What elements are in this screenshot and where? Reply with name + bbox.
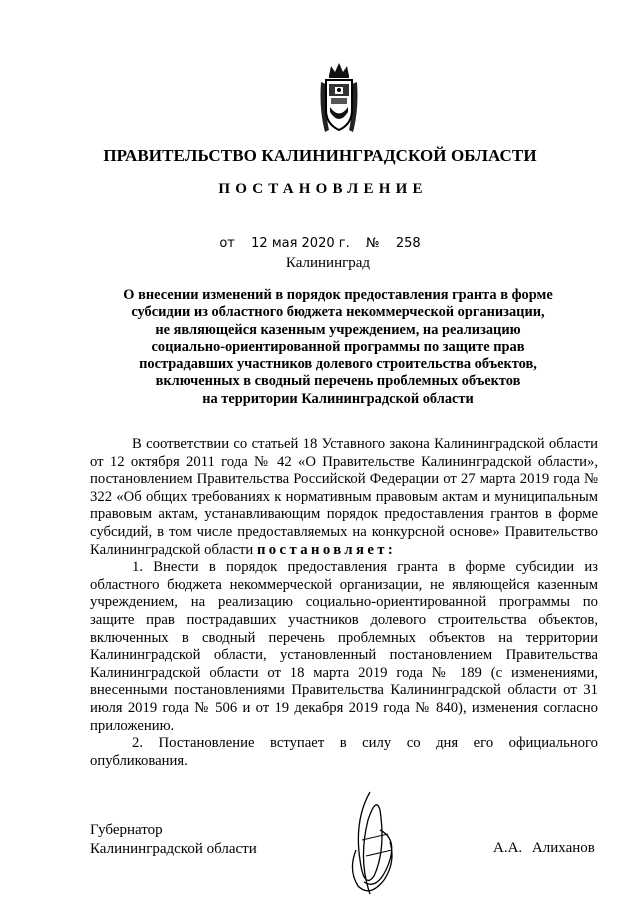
- subject-line: социально-ориентированной программы по защите прав: [151, 338, 525, 355]
- subject-line: включенных в сводный перечень проблемных объектов: [155, 373, 521, 390]
- date-prefix: от: [219, 236, 235, 251]
- signer-name: А.А. Алиханов: [493, 840, 595, 856]
- signer-position: [90, 821, 257, 859]
- city: Калининград: [285, 255, 371, 271]
- signer-position-line1: Губернатор: [90, 822, 163, 838]
- item-1-paragraph: 1. Внести в порядок предоставления гранта в форме субсидии из областного бюджета некоммерческой организации, не являющейся казенным учреждением, на реализацию социально-ориентированной программы по защите прав пострадавших участников долевого строительства объектов, включенных в сводный перечень проблемных объектов на территории Калининградской области, установленный постановлением Правительства Калининградской области от 18 марта 2019 года № 189 (с изменениями, внесенными постановлениями Правительства Калининградской области от 31 июля 2019 года № 506 и от 19 декабря 2019 года № 840), изменения согласно приложению.: [90, 559, 598, 734]
- document-body: [90, 436, 598, 770]
- coat-of-arms-icon: [317, 60, 361, 136]
- subject-line: не являющейся казенным учреждением, на реализацию: [155, 321, 521, 338]
- subject-line: пострадавших участников долевого строительства объектов,: [139, 356, 537, 373]
- subject-line: О внесении изменений в порядок предоставления гранта в форме: [123, 287, 553, 303]
- handwritten-signature: [340, 790, 406, 900]
- document-number: 258: [395, 236, 421, 251]
- date-line: [0, 236, 640, 251]
- government-title: ПРАВИТЕЛЬСТВО КАЛИНИНГРАДСКОЙ ОБЛАСТИ: [103, 146, 537, 165]
- subject-line: на территории Калининградской области: [202, 390, 474, 407]
- document-type: ПОСТАНОВЛЕНИЕ: [218, 181, 428, 197]
- item-2-paragraph: 2. Постановление вступает в силу со дня его официального опубликования.: [90, 735, 598, 769]
- document-date: 12 мая 2020 г.: [251, 236, 350, 251]
- preamble-text: В соответствии со статьей 18 Уставного закона Калининградской области от 12 октября 2011 года № 42 «О Правительстве Калининградской области», постановлением Правительства Российской Федерации от 27 марта 2019 года № 322 «Об общих требованиях к нормативным правовым актам и муниципальным правовым актам, устанавливающим порядок предоставления грантов в форме субсидий, в том числе предоставляемых на конкурсной основе» Правительство Калининградской области: [90, 436, 598, 558]
- number-sign: №: [366, 236, 380, 251]
- document-subject: [100, 287, 576, 408]
- decree-word: постановляет:: [256, 541, 397, 558]
- preamble-paragraph: [90, 436, 598, 559]
- signer-position-line2: Калининградской области: [90, 841, 257, 857]
- subject-line: субсидии из областного бюджета некоммерческой организации,: [131, 304, 545, 321]
